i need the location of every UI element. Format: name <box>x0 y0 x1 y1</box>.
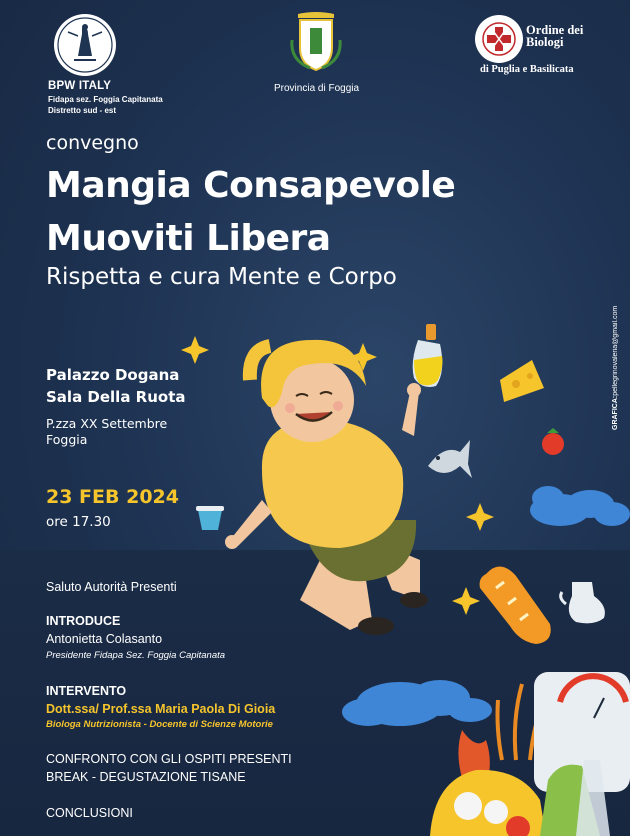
provincia-crest <box>288 10 344 74</box>
star-icon <box>181 336 209 364</box>
program-intervento-role: Biologa Nutrizionista - Docente di Scienze Motorie <box>46 719 273 730</box>
food-plate-icon <box>430 760 610 836</box>
bpw-logo <box>52 12 118 78</box>
program-confronto: CONFRONTO CON GLI OSPITI PRESENTI <box>46 752 292 766</box>
event-time: ore 17.30 <box>46 514 111 530</box>
credit-contact: pellegrinovaleria@gmail.com <box>612 305 619 396</box>
venue-city: Foggia <box>46 432 88 447</box>
star-icon <box>466 503 494 531</box>
venue-room: Sala Della Ruota <box>46 388 186 406</box>
ordine-title: Ordine dei Biologi <box>526 23 584 49</box>
program-conclusioni: CONCLUSIONI <box>46 806 133 820</box>
ordine-biologi-logo <box>474 14 524 64</box>
program-intervento-heading: INTERVENTO <box>46 684 127 698</box>
bpw-section: Fidapa sez. Foggia Capitanata <box>48 95 163 104</box>
provincia-label: Provincia di Foggia <box>274 83 360 94</box>
milk-jug-icon <box>561 582 605 623</box>
bread-icon <box>480 566 551 644</box>
cheese-icon <box>500 360 544 402</box>
event-subtitle: Rispetta e cura Mente e Corpo <box>46 264 397 290</box>
character-illustration <box>225 340 428 635</box>
event-date: 23 FEB 2024 <box>46 486 179 508</box>
cloud-icon <box>342 680 492 726</box>
bpw-title: BPW ITALY <box>48 80 112 92</box>
program-introduce-heading: INTRODUCE <box>46 614 121 628</box>
fish-icon <box>428 440 472 478</box>
program-intervento-name: Dott.ssa/ Prof.ssa Maria Paola Di Gioia <box>46 702 276 716</box>
yogurt-icon <box>196 506 224 530</box>
tomato-icon <box>542 428 564 455</box>
cloud-icon <box>530 486 630 526</box>
program-introduce-name: Antonietta Colasanto <box>46 632 163 646</box>
bpw-district: Distretto sud - est <box>48 106 117 115</box>
star-icon <box>452 587 480 615</box>
program-saluto: Saluto Autorità Presenti <box>46 580 177 594</box>
program-introduce-role: Presidente Fidapa Sez. Foggia Capitanata <box>46 650 226 661</box>
event-title-line2: Muoviti Libera <box>46 218 331 259</box>
venue-address: P.zza XX Settembre <box>46 416 168 431</box>
credit-label: GRAFICA: <box>612 395 619 430</box>
oil-bottle-icon <box>413 324 443 387</box>
event-kicker: convegno <box>46 132 139 154</box>
ordine-subtitle: di Puglia e Basilicata <box>480 64 574 75</box>
venue-name: Palazzo Dogana <box>46 366 180 384</box>
program-break: BREAK - DEGUSTAZIONE TISANE <box>46 770 246 784</box>
graphic-credit <box>612 270 624 430</box>
event-title-line1: Mangia Consapevole <box>46 165 456 206</box>
